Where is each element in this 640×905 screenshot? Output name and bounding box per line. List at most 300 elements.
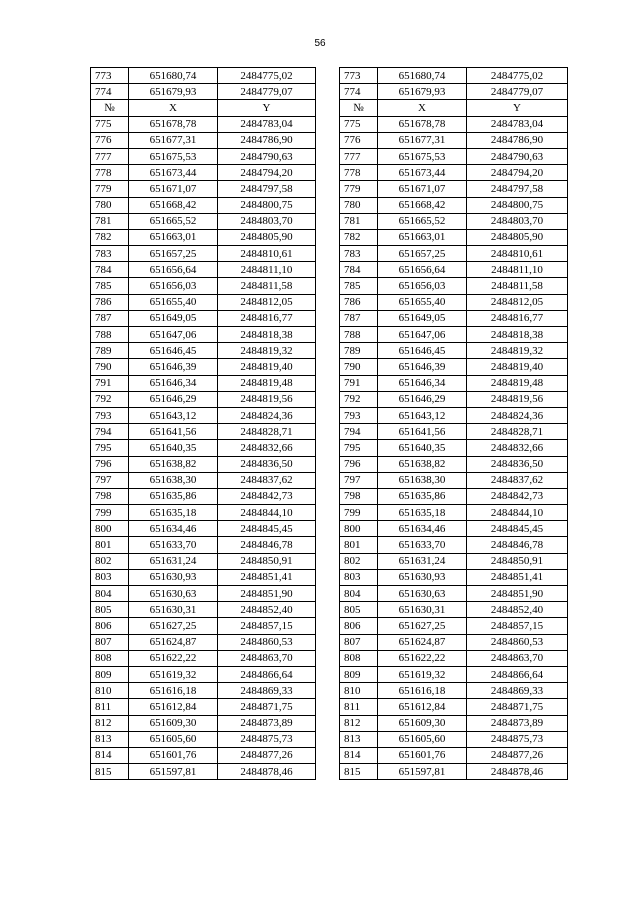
point-number-right: 779 [340, 181, 378, 197]
column-gap [316, 764, 340, 780]
point-number-right: 805 [340, 602, 378, 618]
y-coordinate-left: 2484790,63 [218, 148, 316, 164]
x-coordinate-right: 651597,81 [378, 764, 467, 780]
x-coordinate-left: 651678,78 [129, 116, 218, 132]
x-coordinate-right: 651630,31 [378, 602, 467, 618]
column-gap [316, 440, 340, 456]
y-coordinate-right: 2484819,56 [467, 391, 568, 407]
point-number-right: 812 [340, 715, 378, 731]
table-row [91, 229, 568, 245]
y-coordinate-right: 2484842,73 [467, 488, 568, 504]
table-row [91, 569, 568, 585]
column-gap [316, 229, 340, 245]
y-coordinate-left: 2484805,90 [218, 229, 316, 245]
y-coordinate-right: 2484845,45 [467, 521, 568, 537]
point-number-right: 787 [340, 310, 378, 326]
x-coordinate-right: 651679,93 [378, 84, 467, 100]
x-coordinate-left: 651609,30 [129, 715, 218, 731]
x-coordinate-left: 651649,05 [129, 310, 218, 326]
y-coordinate-right: 2484811,10 [467, 262, 568, 278]
x-coordinate-right: 651673,44 [378, 165, 467, 181]
point-number-left: 787 [91, 310, 129, 326]
table-header-row [91, 100, 568, 116]
table-row [91, 84, 568, 100]
y-coordinate-right: 2484877,26 [467, 747, 568, 763]
y-coordinate-right: 2484851,90 [467, 586, 568, 602]
x-coordinate-left: 651630,63 [129, 586, 218, 602]
point-number-left: 779 [91, 181, 129, 197]
x-coordinate-left: 651679,93 [129, 84, 218, 100]
point-number-right: 778 [340, 165, 378, 181]
y-coordinate-left: 2484836,50 [218, 456, 316, 472]
y-coordinate-right: 2484819,40 [467, 359, 568, 375]
y-coordinate-right: 2484818,38 [467, 327, 568, 343]
x-coordinate-left: 651630,31 [129, 602, 218, 618]
point-number-left: 813 [91, 731, 129, 747]
column-gap [316, 715, 340, 731]
point-number-left: 790 [91, 359, 129, 375]
point-number-right: 801 [340, 537, 378, 553]
y-coordinate-left: 2484811,58 [218, 278, 316, 294]
x-coordinate-right: 651668,42 [378, 197, 467, 213]
point-number-left: 780 [91, 197, 129, 213]
x-coordinate-left: 651630,93 [129, 569, 218, 585]
point-number-right: 789 [340, 343, 378, 359]
x-coordinate-right: 651678,78 [378, 116, 467, 132]
x-coordinate-right: 651640,35 [378, 440, 467, 456]
y-coordinate-right: 2484832,66 [467, 440, 568, 456]
point-number-left: 797 [91, 472, 129, 488]
y-coordinate-left: 2484869,33 [218, 683, 316, 699]
x-coordinate-right: 651616,18 [378, 683, 467, 699]
x-coordinate-left: 651646,45 [129, 343, 218, 359]
y-coordinate-left: 2484878,46 [218, 764, 316, 780]
header-y-right: Y [467, 100, 568, 116]
point-number-right: 796 [340, 456, 378, 472]
x-coordinate-left: 651641,56 [129, 424, 218, 440]
column-gap [316, 424, 340, 440]
y-coordinate-right: 2484810,61 [467, 246, 568, 262]
x-coordinate-left: 651677,31 [129, 132, 218, 148]
x-coordinate-left: 651656,03 [129, 278, 218, 294]
header-number-right: № [340, 100, 378, 116]
y-coordinate-left: 2484857,15 [218, 618, 316, 634]
x-coordinate-right: 651630,63 [378, 586, 467, 602]
y-coordinate-right: 2484851,41 [467, 569, 568, 585]
x-coordinate-right: 651633,70 [378, 537, 467, 553]
y-coordinate-right: 2484800,75 [467, 197, 568, 213]
point-number-left: 814 [91, 747, 129, 763]
point-number-right: 814 [340, 747, 378, 763]
y-coordinate-left: 2484819,40 [218, 359, 316, 375]
y-coordinate-right: 2484824,36 [467, 407, 568, 423]
point-number-right: 813 [340, 731, 378, 747]
y-coordinate-left: 2484779,07 [218, 84, 316, 100]
y-coordinate-right: 2484819,48 [467, 375, 568, 391]
y-coordinate-left: 2484851,90 [218, 586, 316, 602]
point-number-left: 793 [91, 407, 129, 423]
point-number-right: 798 [340, 488, 378, 504]
table-row [91, 148, 568, 164]
point-number-left: 785 [91, 278, 129, 294]
page-number: 56 [314, 38, 326, 49]
y-coordinate-right: 2484836,50 [467, 456, 568, 472]
x-coordinate-right: 651675,53 [378, 148, 467, 164]
column-gap [316, 634, 340, 650]
table-row [91, 747, 568, 763]
table-row [91, 327, 568, 343]
point-number-right: 780 [340, 197, 378, 213]
y-coordinate-left: 2484860,53 [218, 634, 316, 650]
x-coordinate-right: 651677,31 [378, 132, 467, 148]
point-number-left: 786 [91, 294, 129, 310]
point-number-right: 803 [340, 569, 378, 585]
table-row [91, 731, 568, 747]
y-coordinate-left: 2484803,70 [218, 213, 316, 229]
column-gap [316, 699, 340, 715]
column-gap [316, 165, 340, 181]
y-coordinate-right: 2484875,73 [467, 731, 568, 747]
y-coordinate-left: 2484810,61 [218, 246, 316, 262]
point-number-right: 810 [340, 683, 378, 699]
point-number-left: 791 [91, 375, 129, 391]
x-coordinate-right: 651656,64 [378, 262, 467, 278]
table-row [91, 521, 568, 537]
y-coordinate-right: 2484797,58 [467, 181, 568, 197]
x-coordinate-left: 651646,34 [129, 375, 218, 391]
y-coordinate-left: 2484832,66 [218, 440, 316, 456]
table-row [91, 68, 568, 84]
y-coordinate-right: 2484812,05 [467, 294, 568, 310]
y-coordinate-right: 2484860,53 [467, 634, 568, 650]
point-number-right: 800 [340, 521, 378, 537]
x-coordinate-right: 651624,87 [378, 634, 467, 650]
table-row [91, 181, 568, 197]
x-coordinate-left: 651647,06 [129, 327, 218, 343]
x-coordinate-right: 651641,56 [378, 424, 467, 440]
coordinates-table [90, 67, 568, 780]
x-coordinate-left: 651601,76 [129, 747, 218, 763]
x-coordinate-right: 651671,07 [378, 181, 467, 197]
column-gap [316, 181, 340, 197]
x-coordinate-right: 651601,76 [378, 747, 467, 763]
table-row [91, 424, 568, 440]
y-coordinate-right: 2484852,40 [467, 602, 568, 618]
y-coordinate-left: 2484819,32 [218, 343, 316, 359]
table-row [91, 278, 568, 294]
x-coordinate-left: 651616,18 [129, 683, 218, 699]
header-number-left: № [91, 100, 129, 116]
point-number-right: 794 [340, 424, 378, 440]
y-coordinate-left: 2484819,48 [218, 375, 316, 391]
point-number-right: 773 [340, 68, 378, 84]
y-coordinate-right: 2484863,70 [467, 650, 568, 666]
y-coordinate-right: 2484846,78 [467, 537, 568, 553]
point-number-left: 784 [91, 262, 129, 278]
y-coordinate-right: 2484828,71 [467, 424, 568, 440]
x-coordinate-right: 651622,22 [378, 650, 467, 666]
table-row [91, 375, 568, 391]
y-coordinate-left: 2484819,56 [218, 391, 316, 407]
table-row [91, 666, 568, 682]
point-number-left: 805 [91, 602, 129, 618]
table-row [91, 602, 568, 618]
point-number-left: 775 [91, 116, 129, 132]
table-row [91, 391, 568, 407]
point-number-left: 795 [91, 440, 129, 456]
point-number-left: 788 [91, 327, 129, 343]
point-number-right: 777 [340, 148, 378, 164]
x-coordinate-left: 651640,35 [129, 440, 218, 456]
point-number-left: 794 [91, 424, 129, 440]
point-number-left: 789 [91, 343, 129, 359]
column-gap [316, 327, 340, 343]
point-number-right: 781 [340, 213, 378, 229]
y-coordinate-left: 2484812,05 [218, 294, 316, 310]
point-number-left: 801 [91, 537, 129, 553]
y-coordinate-right: 2484775,02 [467, 68, 568, 84]
point-number-left: 777 [91, 148, 129, 164]
y-coordinate-left: 2484845,45 [218, 521, 316, 537]
point-number-right: 792 [340, 391, 378, 407]
y-coordinate-right: 2484794,20 [467, 165, 568, 181]
x-coordinate-right: 651612,84 [378, 699, 467, 715]
column-gap [316, 197, 340, 213]
point-number-right: 786 [340, 294, 378, 310]
table-row [91, 764, 568, 780]
point-number-right: 783 [340, 246, 378, 262]
table-row [91, 294, 568, 310]
table-row [91, 699, 568, 715]
column-gap [316, 343, 340, 359]
column-gap [316, 100, 340, 116]
x-coordinate-left: 651646,29 [129, 391, 218, 407]
table-row [91, 343, 568, 359]
table-row [91, 505, 568, 521]
column-gap [316, 553, 340, 569]
column-gap [316, 602, 340, 618]
point-number-right: 807 [340, 634, 378, 650]
y-coordinate-left: 2484863,70 [218, 650, 316, 666]
point-number-left: 778 [91, 165, 129, 181]
point-number-right: 774 [340, 84, 378, 100]
x-coordinate-right: 651643,12 [378, 407, 467, 423]
column-gap [316, 262, 340, 278]
y-coordinate-left: 2484877,26 [218, 747, 316, 763]
y-coordinate-left: 2484842,73 [218, 488, 316, 504]
point-number-left: 781 [91, 213, 129, 229]
y-coordinate-left: 2484824,36 [218, 407, 316, 423]
column-gap [316, 213, 340, 229]
table-row [91, 472, 568, 488]
table-row [91, 537, 568, 553]
x-coordinate-right: 651656,03 [378, 278, 467, 294]
table-row [91, 488, 568, 504]
table-row [91, 246, 568, 262]
y-coordinate-right: 2484783,04 [467, 116, 568, 132]
y-coordinate-right: 2484811,58 [467, 278, 568, 294]
y-coordinate-left: 2484800,75 [218, 197, 316, 213]
x-coordinate-right: 651647,06 [378, 327, 467, 343]
x-coordinate-left: 651605,60 [129, 731, 218, 747]
table-row [91, 407, 568, 423]
point-number-left: 792 [91, 391, 129, 407]
point-number-left: 776 [91, 132, 129, 148]
x-coordinate-right: 651657,25 [378, 246, 467, 262]
point-number-left: 783 [91, 246, 129, 262]
column-gap [316, 505, 340, 521]
column-gap [316, 278, 340, 294]
x-coordinate-right: 651665,52 [378, 213, 467, 229]
x-coordinate-left: 651631,24 [129, 553, 218, 569]
y-coordinate-right: 2484857,15 [467, 618, 568, 634]
column-gap [316, 537, 340, 553]
x-coordinate-left: 651671,07 [129, 181, 218, 197]
x-coordinate-right: 651646,39 [378, 359, 467, 375]
y-coordinate-right: 2484869,33 [467, 683, 568, 699]
table-row [91, 553, 568, 569]
point-number-left: 808 [91, 650, 129, 666]
y-coordinate-right: 2484878,46 [467, 764, 568, 780]
y-coordinate-right: 2484790,63 [467, 148, 568, 164]
x-coordinate-left: 651680,74 [129, 68, 218, 84]
y-coordinate-left: 2484783,04 [218, 116, 316, 132]
x-coordinate-left: 651646,39 [129, 359, 218, 375]
point-number-left: 798 [91, 488, 129, 504]
point-number-right: 804 [340, 586, 378, 602]
point-number-left: 806 [91, 618, 129, 634]
y-coordinate-left: 2484811,10 [218, 262, 316, 278]
table-row [91, 116, 568, 132]
point-number-left: 812 [91, 715, 129, 731]
x-coordinate-left: 651612,84 [129, 699, 218, 715]
y-coordinate-right: 2484850,91 [467, 553, 568, 569]
point-number-left: 811 [91, 699, 129, 715]
point-number-left: 773 [91, 68, 129, 84]
point-number-right: 793 [340, 407, 378, 423]
y-coordinate-left: 2484816,77 [218, 310, 316, 326]
y-coordinate-left: 2484837,62 [218, 472, 316, 488]
x-coordinate-left: 651622,22 [129, 650, 218, 666]
point-number-left: 807 [91, 634, 129, 650]
x-coordinate-right: 651646,29 [378, 391, 467, 407]
y-coordinate-right: 2484803,70 [467, 213, 568, 229]
y-coordinate-right: 2484837,62 [467, 472, 568, 488]
y-coordinate-left: 2484850,91 [218, 553, 316, 569]
point-number-right: 795 [340, 440, 378, 456]
point-number-right: 808 [340, 650, 378, 666]
column-gap [316, 246, 340, 262]
y-coordinate-right: 2484805,90 [467, 229, 568, 245]
x-coordinate-right: 651649,05 [378, 310, 467, 326]
x-coordinate-right: 651655,40 [378, 294, 467, 310]
y-coordinate-left: 2484846,78 [218, 537, 316, 553]
point-number-right: 802 [340, 553, 378, 569]
y-coordinate-right: 2484873,89 [467, 715, 568, 731]
point-number-right: 784 [340, 262, 378, 278]
x-coordinate-left: 651657,25 [129, 246, 218, 262]
column-gap [316, 666, 340, 682]
column-gap [316, 310, 340, 326]
point-number-right: 791 [340, 375, 378, 391]
column-gap [316, 148, 340, 164]
column-gap [316, 747, 340, 763]
table-row [91, 197, 568, 213]
x-coordinate-right: 651630,93 [378, 569, 467, 585]
y-coordinate-left: 2484844,10 [218, 505, 316, 521]
column-gap [316, 391, 340, 407]
y-coordinate-left: 2484852,40 [218, 602, 316, 618]
table-row [91, 715, 568, 731]
point-number-right: 788 [340, 327, 378, 343]
y-coordinate-left: 2484866,64 [218, 666, 316, 682]
column-gap [316, 488, 340, 504]
x-coordinate-right: 651605,60 [378, 731, 467, 747]
y-coordinate-right: 2484866,64 [467, 666, 568, 682]
point-number-left: 782 [91, 229, 129, 245]
header-x-right: X [378, 100, 467, 116]
column-gap [316, 132, 340, 148]
table-row [91, 165, 568, 181]
point-number-right: 809 [340, 666, 378, 682]
y-coordinate-left: 2484818,38 [218, 327, 316, 343]
x-coordinate-right: 651680,74 [378, 68, 467, 84]
point-number-left: 796 [91, 456, 129, 472]
x-coordinate-left: 651634,46 [129, 521, 218, 537]
x-coordinate-left: 651675,53 [129, 148, 218, 164]
point-number-left: 800 [91, 521, 129, 537]
x-coordinate-left: 651655,40 [129, 294, 218, 310]
x-coordinate-left: 651627,25 [129, 618, 218, 634]
header-y-left: Y [218, 100, 316, 116]
point-number-right: 815 [340, 764, 378, 780]
x-coordinate-right: 651638,30 [378, 472, 467, 488]
y-coordinate-left: 2484775,02 [218, 68, 316, 84]
table-row [91, 440, 568, 456]
point-number-right: 811 [340, 699, 378, 715]
y-coordinate-right: 2484844,10 [467, 505, 568, 521]
x-coordinate-right: 651646,34 [378, 375, 467, 391]
column-gap [316, 569, 340, 585]
column-gap [316, 359, 340, 375]
x-coordinate-right: 651638,82 [378, 456, 467, 472]
y-coordinate-right: 2484819,32 [467, 343, 568, 359]
point-number-right: 782 [340, 229, 378, 245]
y-coordinate-left: 2484851,41 [218, 569, 316, 585]
point-number-left: 810 [91, 683, 129, 699]
point-number-left: 799 [91, 505, 129, 521]
x-coordinate-left: 651624,87 [129, 634, 218, 650]
point-number-left: 802 [91, 553, 129, 569]
x-coordinate-right: 651619,32 [378, 666, 467, 682]
point-number-left: 809 [91, 666, 129, 682]
x-coordinate-left: 651638,82 [129, 456, 218, 472]
column-gap [316, 683, 340, 699]
column-gap [316, 84, 340, 100]
table-row [91, 618, 568, 634]
table-row [91, 586, 568, 602]
table-row [91, 310, 568, 326]
x-coordinate-left: 651663,01 [129, 229, 218, 245]
y-coordinate-left: 2484875,73 [218, 731, 316, 747]
point-number-right: 799 [340, 505, 378, 521]
column-gap [316, 650, 340, 666]
table-row [91, 132, 568, 148]
y-coordinate-right: 2484786,90 [467, 132, 568, 148]
table-row [91, 650, 568, 666]
column-gap [316, 586, 340, 602]
x-coordinate-right: 651631,24 [378, 553, 467, 569]
